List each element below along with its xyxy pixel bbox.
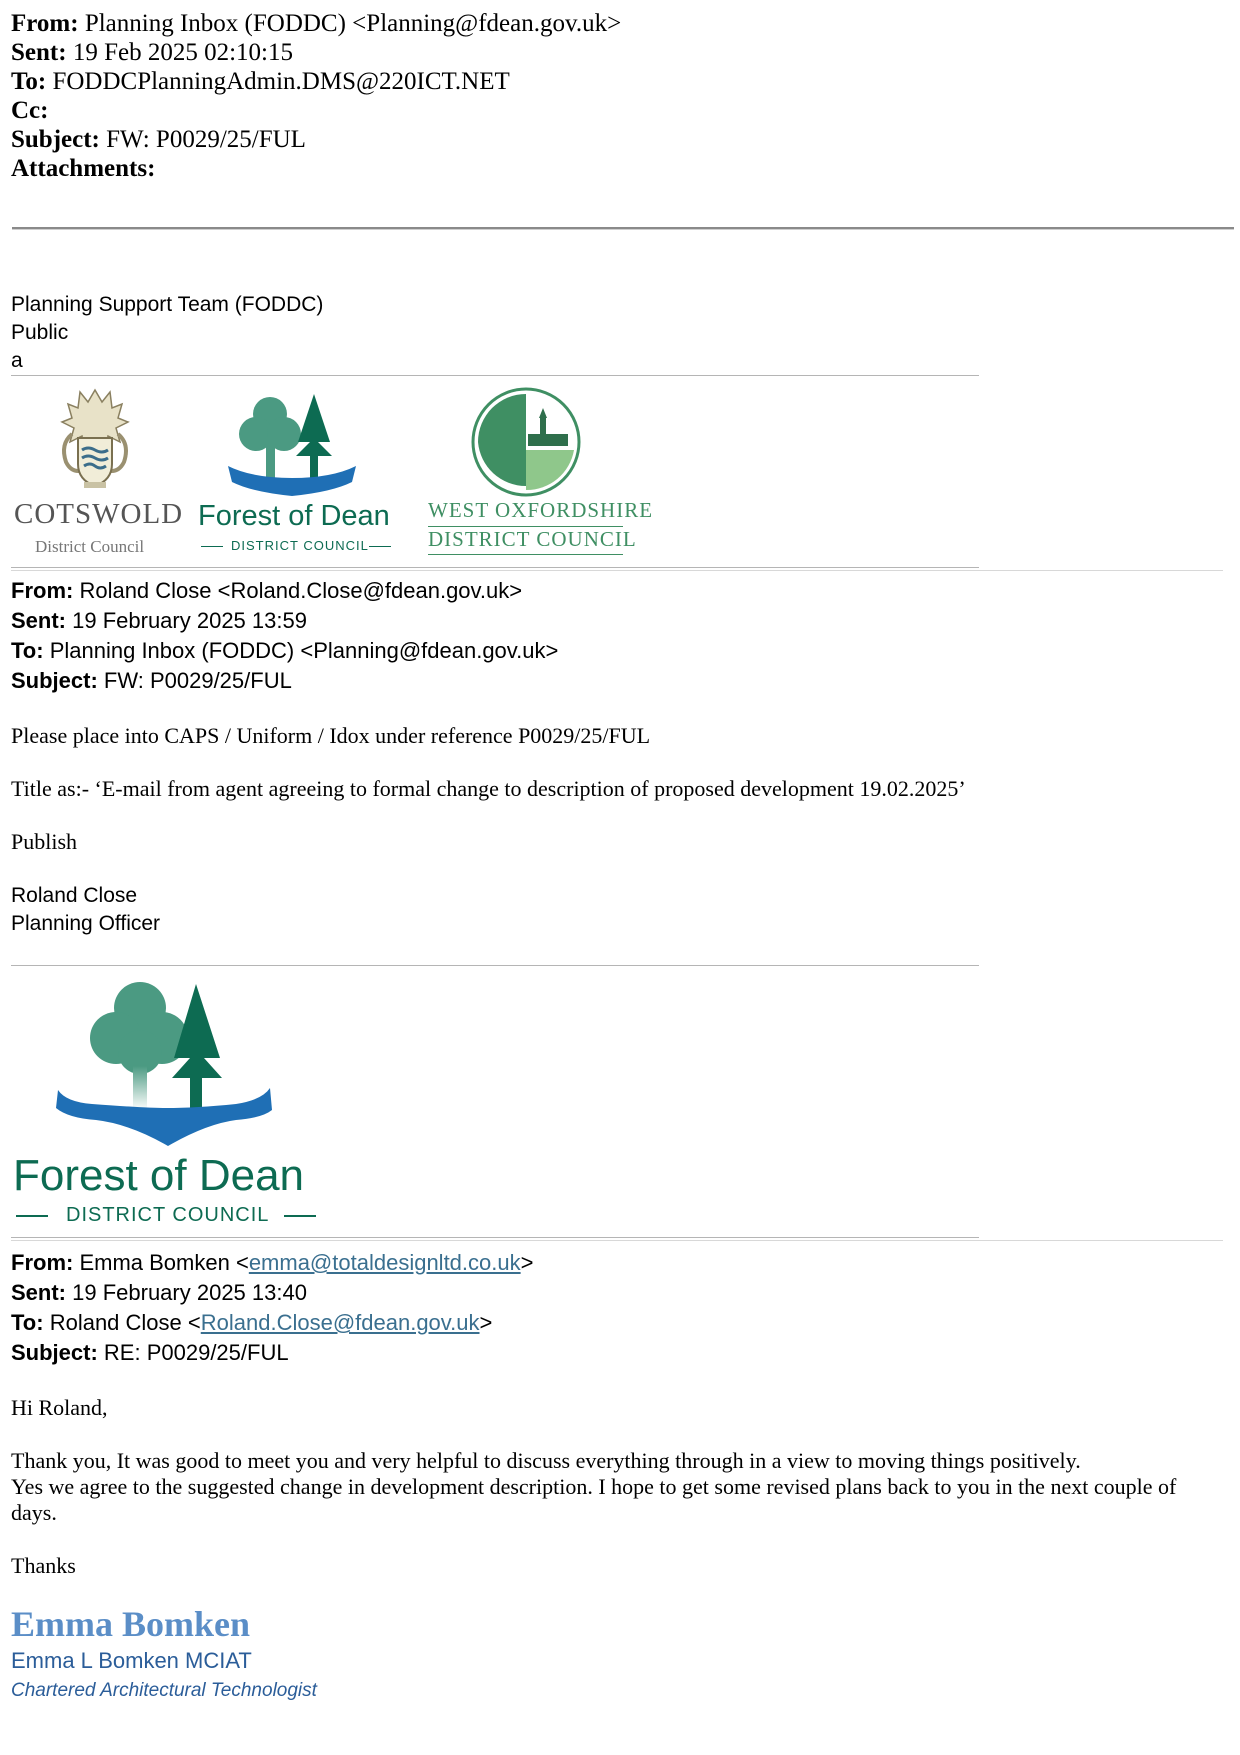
cotswold-logo-subtitle: District Council [35,537,145,556]
header-sent-row [11,38,293,67]
email1-signature-title: Planning Officer [11,912,161,935]
email2-signature-large-name: Emma Bomken [11,1604,251,1644]
email2-subject-value: RE: P0029/25/FUL [103,1340,289,1365]
email2-subject-label: Subject: [11,1340,98,1365]
header-subject-label: Subject: [11,126,100,153]
email2-subject-row [11,1339,289,1367]
email1-to-row [11,637,558,665]
email1-from-row [11,577,522,605]
email2-sent-label: Sent: [11,1280,66,1305]
email2-from-row: From: Emma Bomken <emma@totaldesignltd.co.uk> [11,1250,534,1275]
email1-body-p3: Publish [11,829,78,854]
email2-closing: Thanks [11,1553,76,1578]
header-subject-value: FW: P0029/25/FUL [106,126,306,153]
fod-logo-title-small: Forest of Dean [198,500,390,532]
email1-sent-row [11,607,307,635]
email2-to-email-link[interactable]: Roland.Close@fdean.gov.uk [200,1310,480,1335]
pst-line-3: a [11,349,23,372]
email2-signature-name: Emma L Bomken MCIAT [11,1648,252,1673]
email2-sent-row [11,1279,307,1307]
cotswold-crest-icon [40,384,150,494]
header-attachments-label: Attachments: [11,155,156,182]
pst-line-1: Planning Support Team (FODDC) [11,293,324,316]
email1-body-p2: Title as:- ‘E-mail from agent agreeing to formal change to description of proposed development 19.02.2025’ [11,776,966,801]
email2-body-p2: Yes we agree to the suggested change in development description. I hope to get some revised plans back to you in the next couple of days. [11,1474,1177,1525]
divider-above-logos [11,375,979,376]
email2-body-p1: Thank you, It was good to meet you and very helpful to discuss everything through in a view to moving things positively. [11,1448,1081,1473]
cotswold-logo-title: COTSWOLD [14,498,184,530]
divider-below-fod-logo-light [11,1240,1223,1241]
header-sent-value: 19 Feb 2025 02:10:15 [72,39,293,66]
header-from-row [11,9,621,38]
header-subject-row [11,125,306,154]
divider-below-fod-logo [11,1237,979,1238]
header-to-label: To: [11,68,47,95]
wo-logo-rule-bottom [428,554,623,555]
divider-above-fod-logo [11,965,979,966]
header-from-value: Planning Inbox (FODDC) <Planning@fdean.gov.uk> [84,10,622,37]
header-sent-label: Sent: [11,39,67,66]
fod-large-right-rule [284,1215,316,1217]
forest-of-dean-large-logo-icon [56,978,276,1148]
fod-small-right-rule [369,546,391,547]
email1-signature-name: Roland Close [11,884,138,907]
email2-signature-role: Chartered Architectural Technologist [11,1680,317,1701]
wo-logo-line-1: WEST OXFORDSHIRE [428,498,654,522]
fod-large-left-rule [16,1215,48,1217]
email2-to-row: To: Roland Close <Roland.Close@fdean.gov.uk> [11,1310,493,1335]
pst-line-2: Public [11,321,69,344]
header-from-label: From: [11,10,79,37]
email1-subject-row [11,667,292,695]
wo-logo-line-2: DISTRICT COUNCIL [428,527,637,551]
email1-subject-label: Subject: [11,668,98,693]
fod-logo-title-large: Forest of Dean [13,1151,305,1200]
fod-small-left-rule [201,546,223,547]
email2-greeting: Hi Roland, [11,1395,108,1420]
email2-to-label: To: [11,1310,44,1335]
email2-sent-value: 19 February 2025 13:40 [72,1280,307,1305]
divider-below-logos-light [11,570,1223,571]
email2-to-name: Roland Close [49,1310,182,1335]
email1-sent-value: 19 February 2025 13:59 [72,608,307,633]
fod-logo-subtitle-small: DISTRICT COUNCIL [231,538,369,553]
email1-to-value: Planning Inbox (FODDC) <Planning@fdean.gov.uk> [49,638,559,663]
email2-from-name: Emma Bomken [79,1250,230,1275]
email1-subject-value: FW: P0029/25/FUL [103,668,292,693]
email1-from-label: From: [11,578,74,603]
email2-from-email-link[interactable]: emma@totaldesignltd.co.uk [248,1250,521,1275]
divider-below-logos [11,567,979,568]
email1-to-label: To: [11,638,44,663]
email1-sent-label: Sent: [11,608,66,633]
west-oxfordshire-roundel-icon [470,386,582,498]
fod-logo-subtitle-large: DISTRICT COUNCIL [66,1204,270,1226]
forest-of-dean-tree-icon [222,392,362,502]
header-attachments-row [11,154,155,183]
header-cc-row [11,96,48,125]
header-cc-label: Cc: [11,97,49,124]
header-to-row [11,67,510,96]
email2-from-label: From: [11,1250,74,1275]
header-to-value: FODDCPlanningAdmin.DMS@220ICT.NET [52,68,510,95]
email1-body-p1: Please place into CAPS / Uniform / Idox under reference P0029/25/FUL [11,723,651,748]
email1-from-value: Roland Close <Roland.Close@fdean.gov.uk> [79,578,523,603]
header-divider [12,227,1234,230]
